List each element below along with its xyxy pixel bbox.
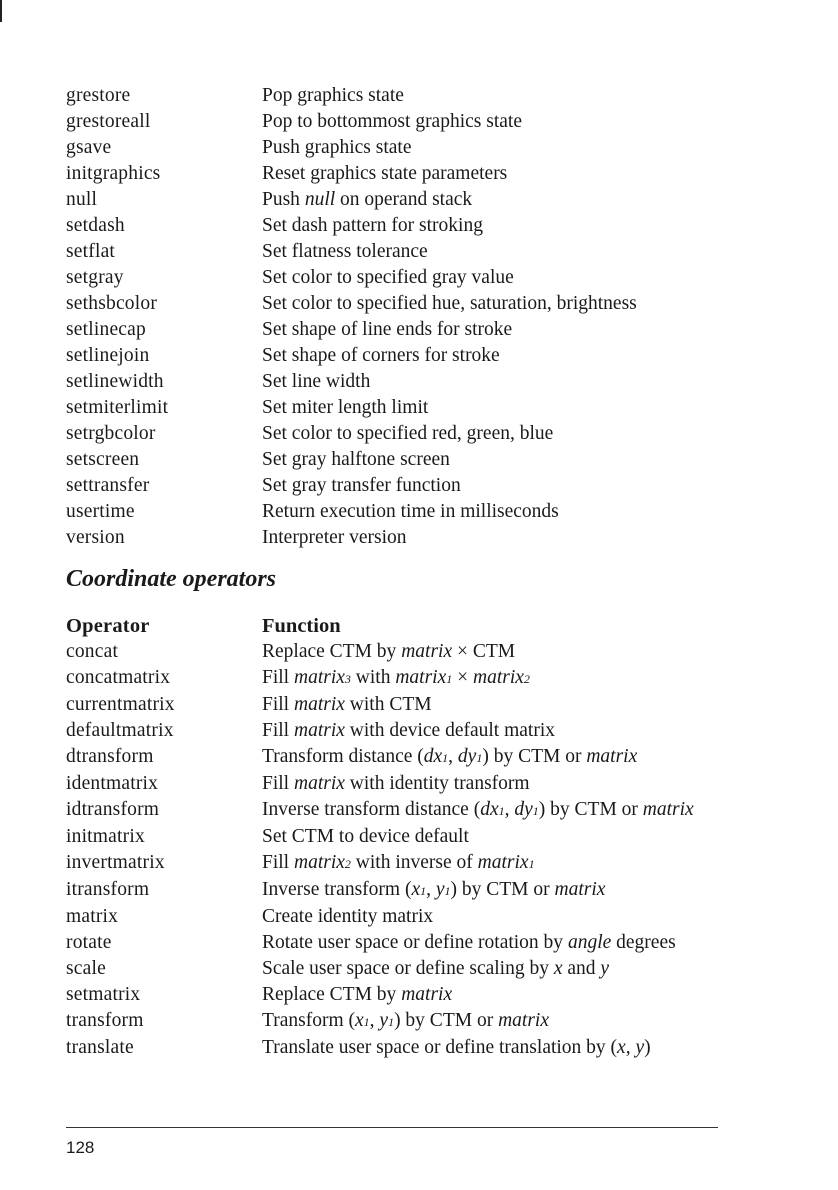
italic-term: x [617, 1037, 626, 1058]
operator-function [262, 369, 718, 395]
subscript: 1 [446, 672, 453, 686]
italic-term: matrix [586, 746, 638, 767]
table-row [66, 369, 726, 395]
operator-function [262, 187, 718, 213]
function-text: Replace CTM by [262, 984, 402, 1005]
table-row [66, 1035, 726, 1061]
table-row [66, 744, 726, 771]
operator-name: null [66, 189, 98, 210]
table-row [66, 83, 726, 109]
operator-function [262, 1008, 718, 1035]
function-text: ) [644, 1037, 651, 1058]
operator-function [262, 930, 718, 956]
function-text: Set CTM to device default [262, 826, 469, 847]
function-text: Set color to specified red, green, blue [262, 423, 554, 444]
operator-function [262, 797, 718, 824]
function-text: Create identity matrix [262, 906, 434, 927]
table-row [66, 1008, 726, 1035]
italic-term: matrix [401, 984, 453, 1005]
function-text: Set dash pattern for stroking [262, 215, 483, 236]
function-text: × [452, 667, 473, 688]
italic-term: x [553, 958, 563, 979]
column-header-function: Function [262, 615, 341, 637]
table-row [66, 447, 726, 473]
operator-name: translate [66, 1037, 134, 1058]
italic-term: matrix [498, 1010, 549, 1031]
operator-name: matrix [66, 906, 119, 927]
operator-function [262, 317, 718, 343]
function-text: Fill [262, 852, 294, 873]
function-text: Inverse transform distance ( [262, 799, 481, 820]
function-text: degrees [611, 932, 676, 953]
italic-term: matrix [477, 852, 529, 873]
table-row [66, 639, 726, 665]
operator-name: identmatrix [66, 773, 159, 794]
italic-term: dy [457, 746, 477, 767]
operator-name: gsave [66, 137, 112, 158]
subscript: 1 [498, 804, 505, 818]
operator-function [262, 135, 718, 161]
operator-name: concatmatrix [66, 667, 171, 688]
italic-term: matrix [293, 852, 345, 873]
italic-term: dx [480, 799, 499, 820]
function-text: Set shape of line ends for stroke [262, 319, 513, 340]
italic-term: matrix [554, 879, 606, 900]
function-text: Transform distance ( [262, 746, 424, 767]
table-row [66, 718, 726, 744]
function-text: Set line width [262, 371, 371, 392]
italic-term: matrix [293, 694, 345, 715]
subscript: 1 [442, 751, 449, 765]
operator-function [262, 956, 718, 982]
operator-function [262, 421, 718, 447]
function-text: Set miter length limit [262, 397, 429, 418]
operator-function [262, 824, 718, 850]
function-text: with device default matrix [344, 720, 555, 741]
table-row [66, 473, 726, 499]
operator-name: setlinewidth [66, 371, 164, 392]
operator-function [262, 291, 718, 317]
table-row [66, 317, 726, 343]
function-text: Rotate user space or define rotation by [262, 932, 568, 953]
table-row [66, 343, 726, 369]
table-row [66, 499, 726, 525]
page-number: 128 [66, 1138, 95, 1157]
operator-name: settransfer [66, 475, 150, 496]
footer-rule [66, 1127, 718, 1128]
italic-term: angle [567, 932, 612, 953]
operator-name: rotate [66, 932, 112, 953]
italic-term: matrix [293, 773, 345, 794]
table-row [66, 692, 726, 718]
operator-function [262, 1035, 718, 1061]
operator-name: sethsbcolor [66, 293, 158, 314]
italic-term: y [600, 958, 610, 979]
operator-function [262, 771, 718, 797]
function-text: and [562, 958, 601, 979]
function-text: , [369, 1010, 380, 1031]
subscript: 1 [532, 804, 539, 818]
subscript: 2 [523, 672, 530, 686]
operator-name: setscreen [66, 449, 140, 470]
operator-name: transform [66, 1010, 144, 1031]
function-text: Push [262, 189, 305, 210]
operator-function [262, 692, 718, 718]
italic-term: x [355, 1010, 364, 1031]
function-text: Inverse transform ( [262, 879, 412, 900]
operator-name: initmatrix [66, 826, 145, 847]
subscript: 1 [528, 857, 535, 871]
operator-function [262, 239, 718, 265]
italic-term: matrix [642, 799, 694, 820]
function-text: Translate user space or define translation by ( [262, 1037, 618, 1058]
operator-name: setmatrix [66, 984, 141, 1005]
operator-function [262, 213, 718, 239]
function-text: Scale user space or define scaling by [262, 958, 554, 979]
subscript: 1 [420, 884, 427, 898]
table-row [66, 956, 726, 982]
subscript: 1 [388, 1015, 395, 1029]
function-text: with [350, 667, 396, 688]
operator-name: grestore [66, 85, 131, 106]
operator-function [262, 447, 718, 473]
operator-function [262, 395, 718, 421]
operator-name: setlinecap [66, 319, 146, 340]
function-text: Reset graphics state parameters [262, 163, 508, 184]
subscript: 3 [344, 672, 351, 686]
italic-term: dx [423, 746, 443, 767]
subscript: 2 [344, 857, 351, 871]
table-row [66, 982, 726, 1008]
italic-term: dy [514, 799, 533, 820]
operator-name: concat [66, 641, 119, 662]
operator-function [262, 718, 718, 744]
operator-function [262, 744, 718, 771]
function-text: , [625, 1037, 636, 1058]
function-text: Set color to specified gray value [262, 267, 514, 288]
table-row [66, 930, 726, 956]
function-text: Set shape of corners for stroke [262, 345, 500, 366]
table-row [66, 291, 726, 317]
operator-name: setlinejoin [66, 345, 150, 366]
scan-edge-mark [0, 0, 2, 22]
operator-name: grestoreall [66, 111, 151, 132]
operator-name: itransform [66, 879, 150, 900]
section-heading: Coordinate operators [66, 566, 277, 592]
operator-function [262, 109, 718, 135]
function-text: , [504, 799, 515, 820]
table-row [66, 213, 726, 239]
operator-name: scale [66, 958, 106, 979]
function-text: ) by CTM or [394, 1010, 499, 1031]
italic-term: null [304, 189, 336, 210]
operator-function [262, 499, 718, 525]
function-text: Set gray halftone screen [262, 449, 450, 470]
table-header-row [66, 613, 726, 639]
function-text: Fill [262, 773, 294, 794]
table-row [66, 771, 726, 797]
function-text: with identity transform [344, 773, 530, 794]
operator-name: setmiterlimit [66, 397, 169, 418]
subscript: 1 [363, 1015, 370, 1029]
italic-term: matrix [473, 667, 524, 688]
function-text: Fill [262, 720, 294, 741]
operator-function [262, 877, 718, 904]
function-text: Pop graphics state [262, 85, 404, 106]
operator-function [262, 982, 718, 1008]
operator-function [262, 525, 718, 551]
function-text: Set color to specified hue, saturation, brightness [262, 293, 637, 314]
function-text: ) by CTM or [450, 879, 555, 900]
table-row [66, 797, 726, 824]
italic-term: y [435, 879, 445, 900]
function-text: Interpreter version [262, 527, 407, 548]
function-text: , [448, 746, 458, 767]
operator-name: defaultmatrix [66, 720, 174, 741]
function-text: with CTM [344, 694, 432, 715]
function-text: with inverse of [350, 852, 478, 873]
operator-function [262, 665, 718, 692]
operator-function [262, 473, 718, 499]
italic-term: matrix [395, 667, 447, 688]
operator-name: setrgbcolor [66, 423, 156, 444]
table-row [66, 395, 726, 421]
function-text: × CTM [452, 641, 516, 662]
function-text: Pop to bottommost graphics state [262, 111, 522, 132]
operator-name: usertime [66, 501, 135, 522]
italic-term: y [635, 1037, 645, 1058]
table-row [66, 665, 726, 692]
coordinate-operators-table [66, 613, 726, 1061]
table-row [66, 239, 726, 265]
function-text: Set gray transfer function [262, 475, 461, 496]
function-text: Return execution time in milliseconds [262, 501, 559, 522]
operator-function [262, 265, 718, 291]
operator-function [262, 639, 718, 665]
table-row [66, 109, 726, 135]
operator-name: setgray [66, 267, 124, 288]
function-text: ) by CTM or [482, 746, 587, 767]
table-row [66, 421, 726, 447]
column-header-operator: Operator [66, 615, 150, 637]
italic-term: matrix [293, 720, 345, 741]
operator-function [262, 161, 718, 187]
operator-function [262, 343, 718, 369]
graphics-state-operators-table [66, 83, 726, 551]
operator-name: currentmatrix [66, 694, 175, 715]
function-text: Set flatness tolerance [262, 241, 428, 262]
subscript: 1 [476, 751, 483, 765]
table-row [66, 877, 726, 904]
italic-term: matrix [401, 641, 453, 662]
table-row [66, 850, 726, 877]
function-text: Transform ( [262, 1010, 355, 1031]
operator-name: dtransform [66, 746, 154, 767]
function-text: Replace CTM by [262, 641, 402, 662]
table-row [66, 187, 726, 213]
italic-term: matrix [293, 667, 345, 688]
table-row [66, 525, 726, 551]
table-row [66, 265, 726, 291]
table-row [66, 161, 726, 187]
italic-term: y [379, 1010, 389, 1031]
function-text: Push graphics state [262, 137, 412, 158]
function-text: ) by CTM or [538, 799, 643, 820]
operator-function [262, 83, 718, 109]
function-text: on operand stack [335, 189, 473, 210]
italic-term: x [411, 879, 421, 900]
table-row [66, 824, 726, 850]
operator-function [262, 850, 718, 877]
operator-name: setflat [66, 241, 116, 262]
table-row [66, 135, 726, 161]
function-text: Fill [262, 694, 294, 715]
operator-function [262, 904, 718, 930]
operator-name: initgraphics [66, 163, 161, 184]
operator-name: idtransform [66, 799, 160, 820]
function-text: Fill [262, 667, 294, 688]
table-row [66, 904, 726, 930]
operator-name: invertmatrix [66, 852, 165, 873]
operator-name: version [66, 527, 125, 548]
operator-name: setdash [66, 215, 125, 236]
function-text: , [426, 879, 436, 900]
subscript: 1 [444, 884, 451, 898]
